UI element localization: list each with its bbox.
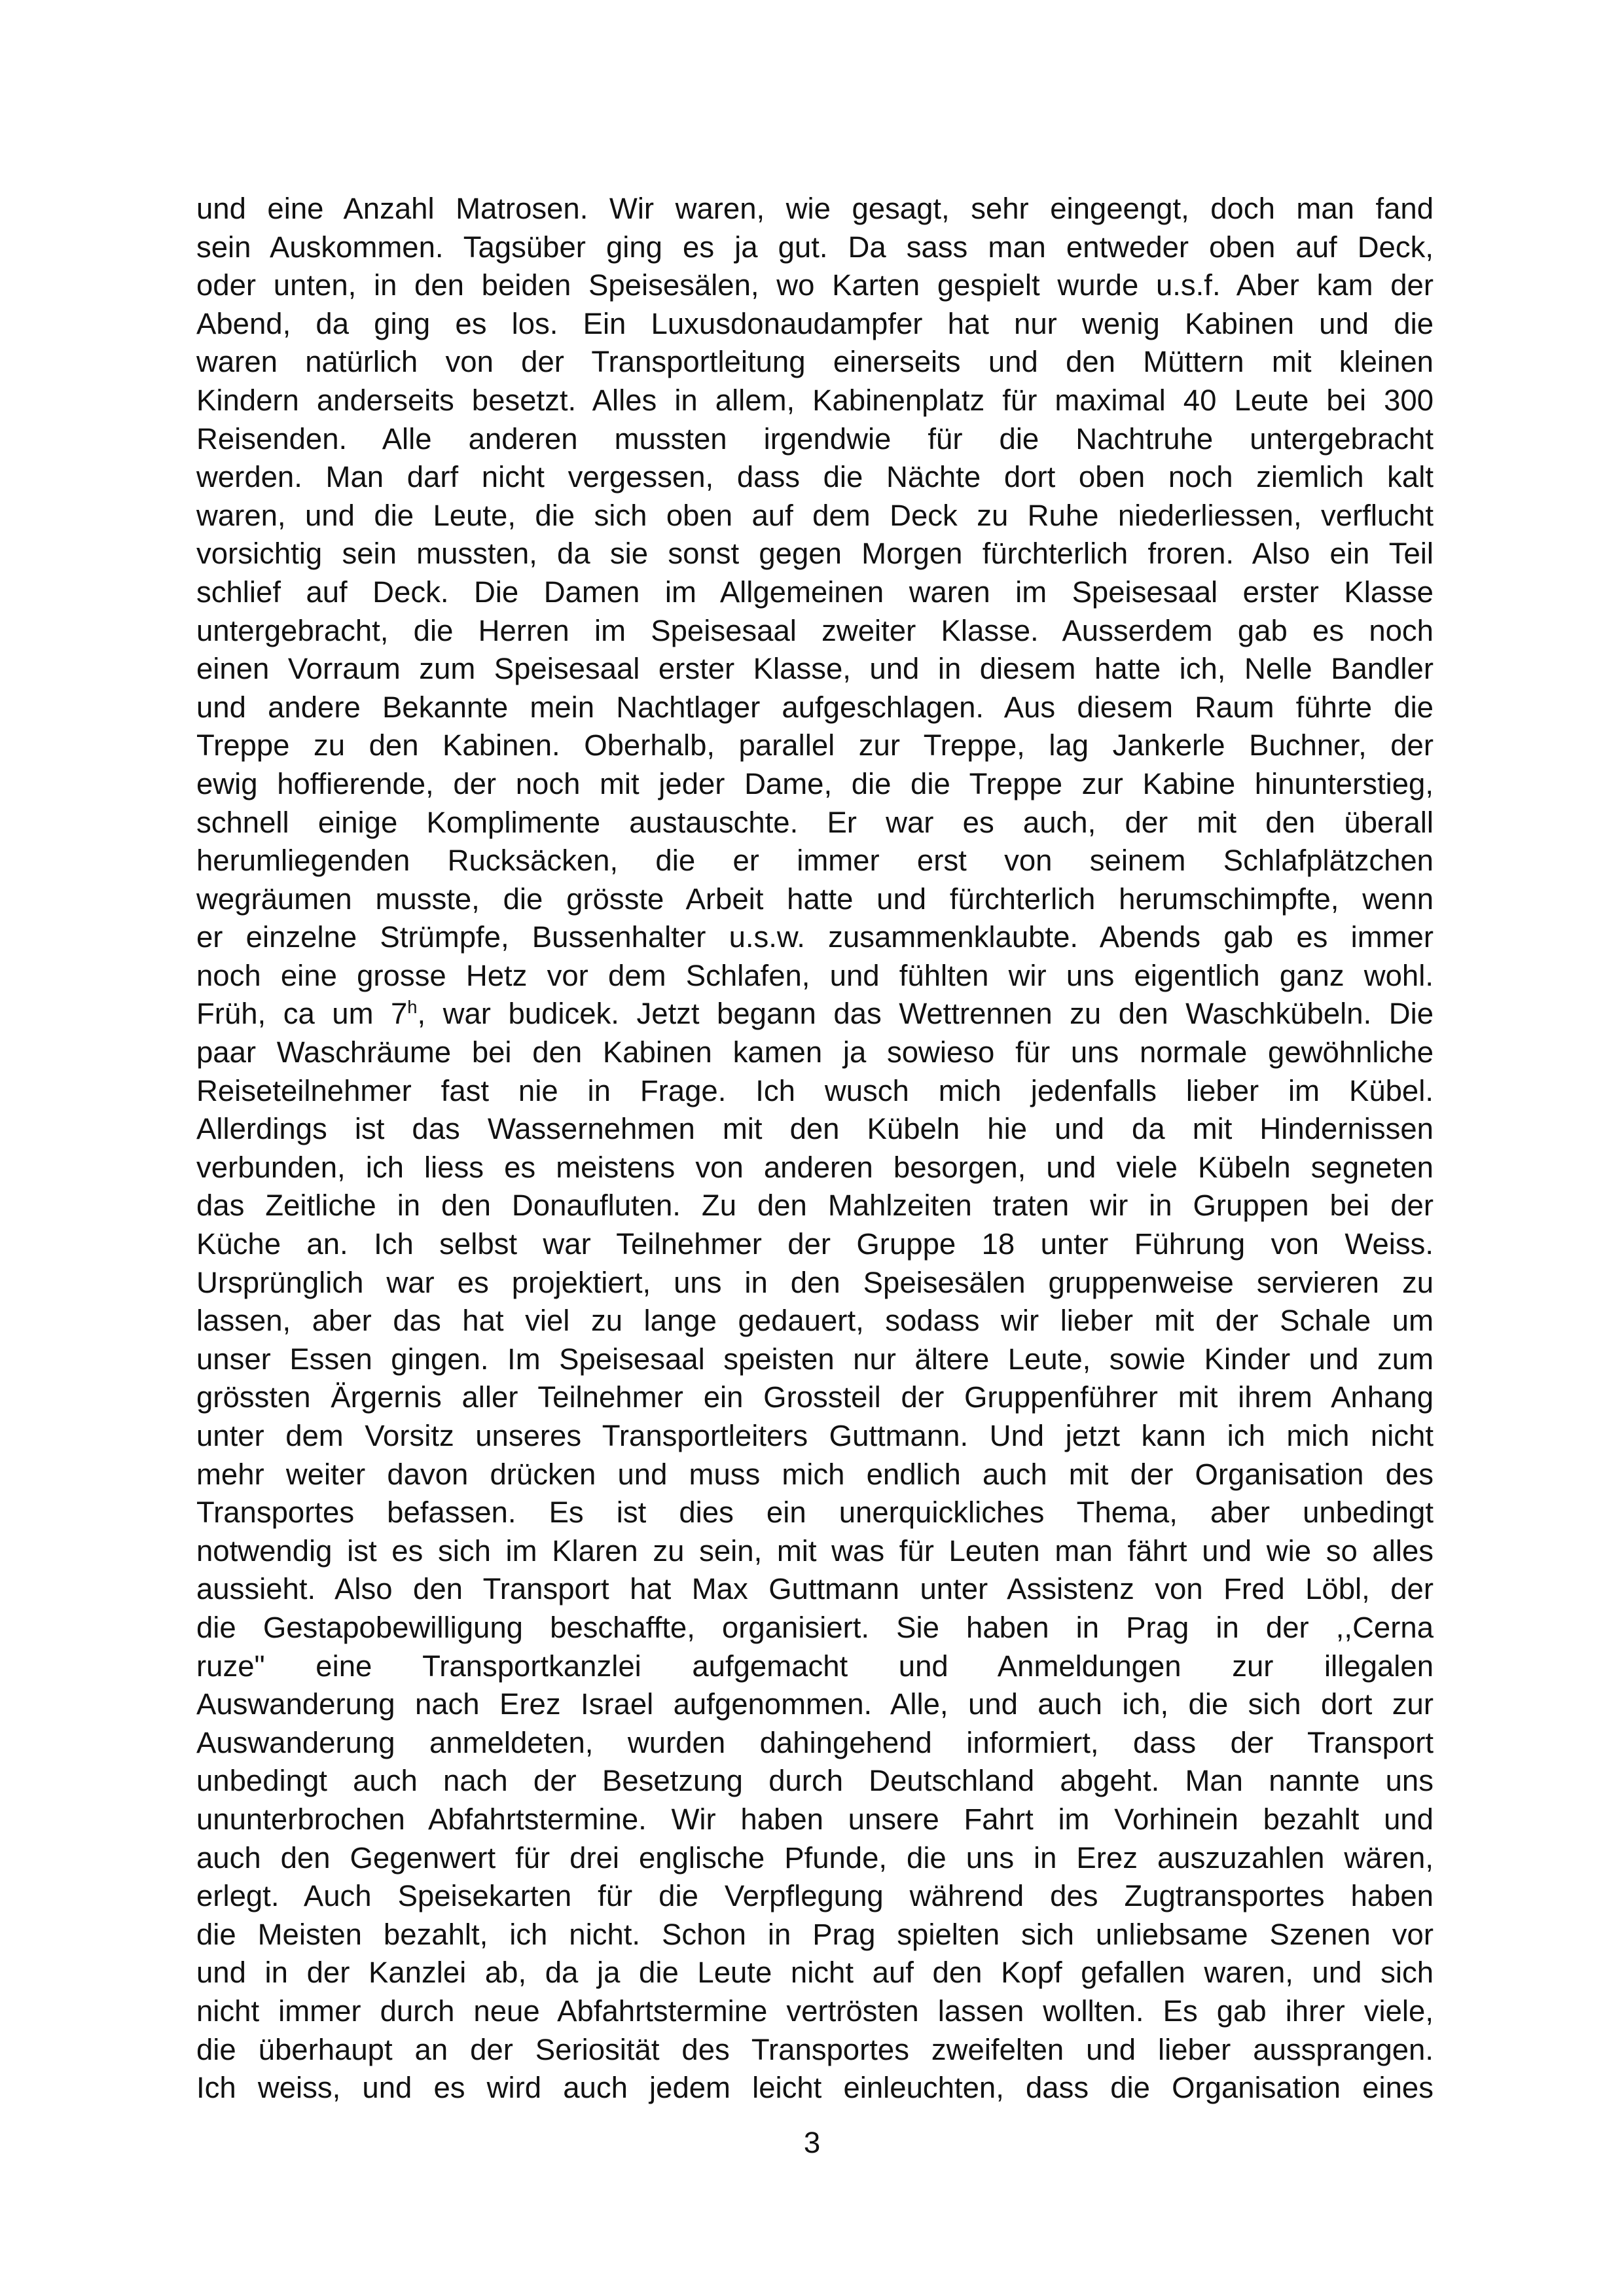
text-line: lassen, aber das hat viel zu lange gedauert, sodass wir lieber mit der Schale um <box>196 1304 1434 1338</box>
text-line-superscript <box>196 995 1434 1033</box>
text-line: mehr weiter davon drücken und muss mich endlich auch mit der Organisation des <box>196 1457 1434 1491</box>
text-line: waren, und die Leute, die sich oben auf dem Deck zu Ruhe niederliessen, verflucht <box>196 498 1434 532</box>
text-line: er einzelne Strümpfe, Bussenhalter u.s.w. zusammenklaubte. Abends gab es immer <box>196 920 1434 954</box>
text-line: das Zeitliche in den Donaufluten. Zu den Mahlzeiten traten wir in Gruppen bei der <box>196 1189 1434 1223</box>
text-line: Ursprünglich war es projektiert, uns in den Speisesälen gruppenweise servieren zu <box>196 1265 1434 1299</box>
text-line: untergebracht, die Herren im Speisesaal zweiter Klasse. Ausserdem gab es noch <box>196 613 1434 647</box>
text-line: schnell einige Komplimente austauschte. Er war es auch, der mit den überall <box>196 805 1434 839</box>
text-line: erlegt. Auch Speisekarten für die Verpflegung während des Zugtransportes haben <box>196 1879 1434 1913</box>
text-line: Abend, da ging es los. Ein Luxusdonaudampfer hat nur wenig Kabinen und die <box>196 306 1434 340</box>
text-line: Kindern anderseits besetzt. Alles in allem, Kabinenplatz für maximal 40 Leute bei 300 <box>196 383 1434 417</box>
text-line: waren natürlich von der Transportleitung einerseits und den Müttern mit kleinen <box>196 345 1434 379</box>
text-line: Ich weiss, und es wird auch jedem leicht einleuchten, dass die Organisation eines <box>196 2071 1434 2105</box>
text-fragment: , war budicek. Jetzt begann das Wettrennen zu den Waschkübeln. Die <box>417 997 1434 1031</box>
text-line: die Gestapobewilligung beschaffte, organisiert. Sie haben in Prag in der ,,Cerna <box>196 1610 1434 1644</box>
text-line: unbedingt auch nach der Besetzung durch Deutschland abgeht. Man nannte uns <box>196 1764 1434 1798</box>
text-line: Auswanderung nach Erez Israel aufgenommen. Alle, und auch ich, die sich dort zur <box>196 1687 1434 1721</box>
text-line: Treppe zu den Kabinen. Oberhalb, parallel zur Treppe, lag Jankerle Buchner, der <box>196 728 1434 762</box>
text-line: auch den Gegenwert für drei englische Pfunde, die uns in Erez auszuzahlen wären, <box>196 1840 1434 1874</box>
text-line: grössten Ärgernis aller Teilnehmer ein Grossteil der Gruppenführer mit ihrem Anhang <box>196 1380 1434 1414</box>
text-line: ununterbrochen Abfahrtstermine. Wir haben unsere Fahrt im Vorhinein bezahlt und <box>196 1802 1434 1836</box>
text-line: verbunden, ich liess es meistens von anderen besorgen, und viele Kübeln segneten <box>196 1150 1434 1184</box>
text-line: werden. Man darf nicht vergessen, dass die Nächte dort oben noch ziemlich kalt <box>196 460 1434 494</box>
superscript: h <box>407 997 418 1018</box>
text-line: unser Essen gingen. Im Speisesaal speisten nur ältere Leute, sowie Kinder und zum <box>196 1342 1434 1376</box>
text-line: paar Waschräume bei den Kabinen kamen ja sowieso für uns normale gewöhnliche <box>196 1035 1434 1069</box>
text-line: die überhaupt an der Seriosität des Transportes zweifelten und lieber aussprangen. <box>196 2032 1434 2066</box>
text-line: vorsichtig sein mussten, da sie sonst gegen Morgen fürchterlich froren. Also ein Teil <box>196 537 1434 571</box>
text-line: einen Vorraum zum Speisesaal erster Klasse, und in diesem hatte ich, Nelle Bandler <box>196 652 1434 686</box>
text-line: Transportes befassen. Es ist dies ein unerquickliches Thema, aber unbedingt <box>196 1496 1434 1530</box>
text-line: wegräumen musste, die grösste Arbeit hatte und fürchterlich herumschimpfte, wenn <box>196 882 1434 916</box>
text-line: sein Auskommen. Tagsüber ging es ja gut. Da sass man entweder oben auf Deck, <box>196 230 1434 264</box>
text-line: ewig hoffierende, der noch mit jeder Dame, die die Treppe zur Kabine hinunterstieg, <box>196 766 1434 800</box>
text-line: oder unten, in den beiden Speisesälen, wo Karten gespielt wurde u.s.f. Aber kam der <box>196 268 1434 302</box>
page-number: 3 <box>803 2126 821 2159</box>
text-line: Küche an. Ich selbst war Teilnehmer der Gruppe 18 unter Führung von Weiss. <box>196 1227 1434 1261</box>
text-line: herumliegenden Rucksäcken, die er immer erst von seinem Schlafplätzchen <box>196 844 1434 878</box>
text-line: unter dem Vorsitz unseres Transportleiters Guttmann. Und jetzt kann ich mich nicht <box>196 1419 1434 1452</box>
text-line: noch eine grosse Hetz vor dem Schlafen, und fühlten wir uns eigentlich ganz wohl. <box>196 958 1434 992</box>
text-line: schlief auf Deck. Die Damen im Allgemeinen waren im Speisesaal erster Klasse <box>196 575 1434 609</box>
text-line: notwendig ist es sich im Klaren zu sein, mit was für Leuten man fährt und wie so alles <box>196 1534 1434 1568</box>
text-line: aussieht. Also den Transport hat Max Guttmann unter Assistenz von Fred Löbl, der <box>196 1572 1434 1606</box>
text-line: ruze" eine Transportkanzlei aufgemacht und Anmeldungen zur illegalen <box>196 1649 1434 1683</box>
text-line: Auswanderung anmeldeten, wurden dahingehend informiert, dass der Transport <box>196 1725 1434 1759</box>
text-line: und andere Bekannte mein Nachtlager aufgeschlagen. Aus diesem Raum führte die <box>196 690 1434 724</box>
body-text <box>196 190 1434 2108</box>
text-line: und eine Anzahl Matrosen. Wir waren, wie gesagt, sehr eingeengt, doch man fand <box>196 192 1434 225</box>
text-fragment: Früh, ca um 7 <box>196 997 408 1031</box>
text-line: Allerdings ist das Wassernehmen mit den Kübeln hie und da mit Hindernissen <box>196 1112 1434 1146</box>
text-line: und in der Kanzlei ab, da ja die Leute nicht auf den Kopf gefallen waren, und sich <box>196 1956 1434 1990</box>
text-line: Reiseteilnehmer fast nie in Frage. Ich wusch mich jedenfalls lieber im Kübel. <box>196 1073 1434 1107</box>
text-line: Reisenden. Alle anderen mussten irgendwie für die Nachtruhe untergebracht <box>196 422 1434 456</box>
text-line: die Meisten bezahlt, ich nicht. Schon in Prag spielten sich unliebsame Szenen vor <box>196 1917 1434 1951</box>
text-line: nicht immer durch neue Abfahrtstermine vertrösten lassen wollten. Es gab ihrer viele, <box>196 1994 1434 2028</box>
